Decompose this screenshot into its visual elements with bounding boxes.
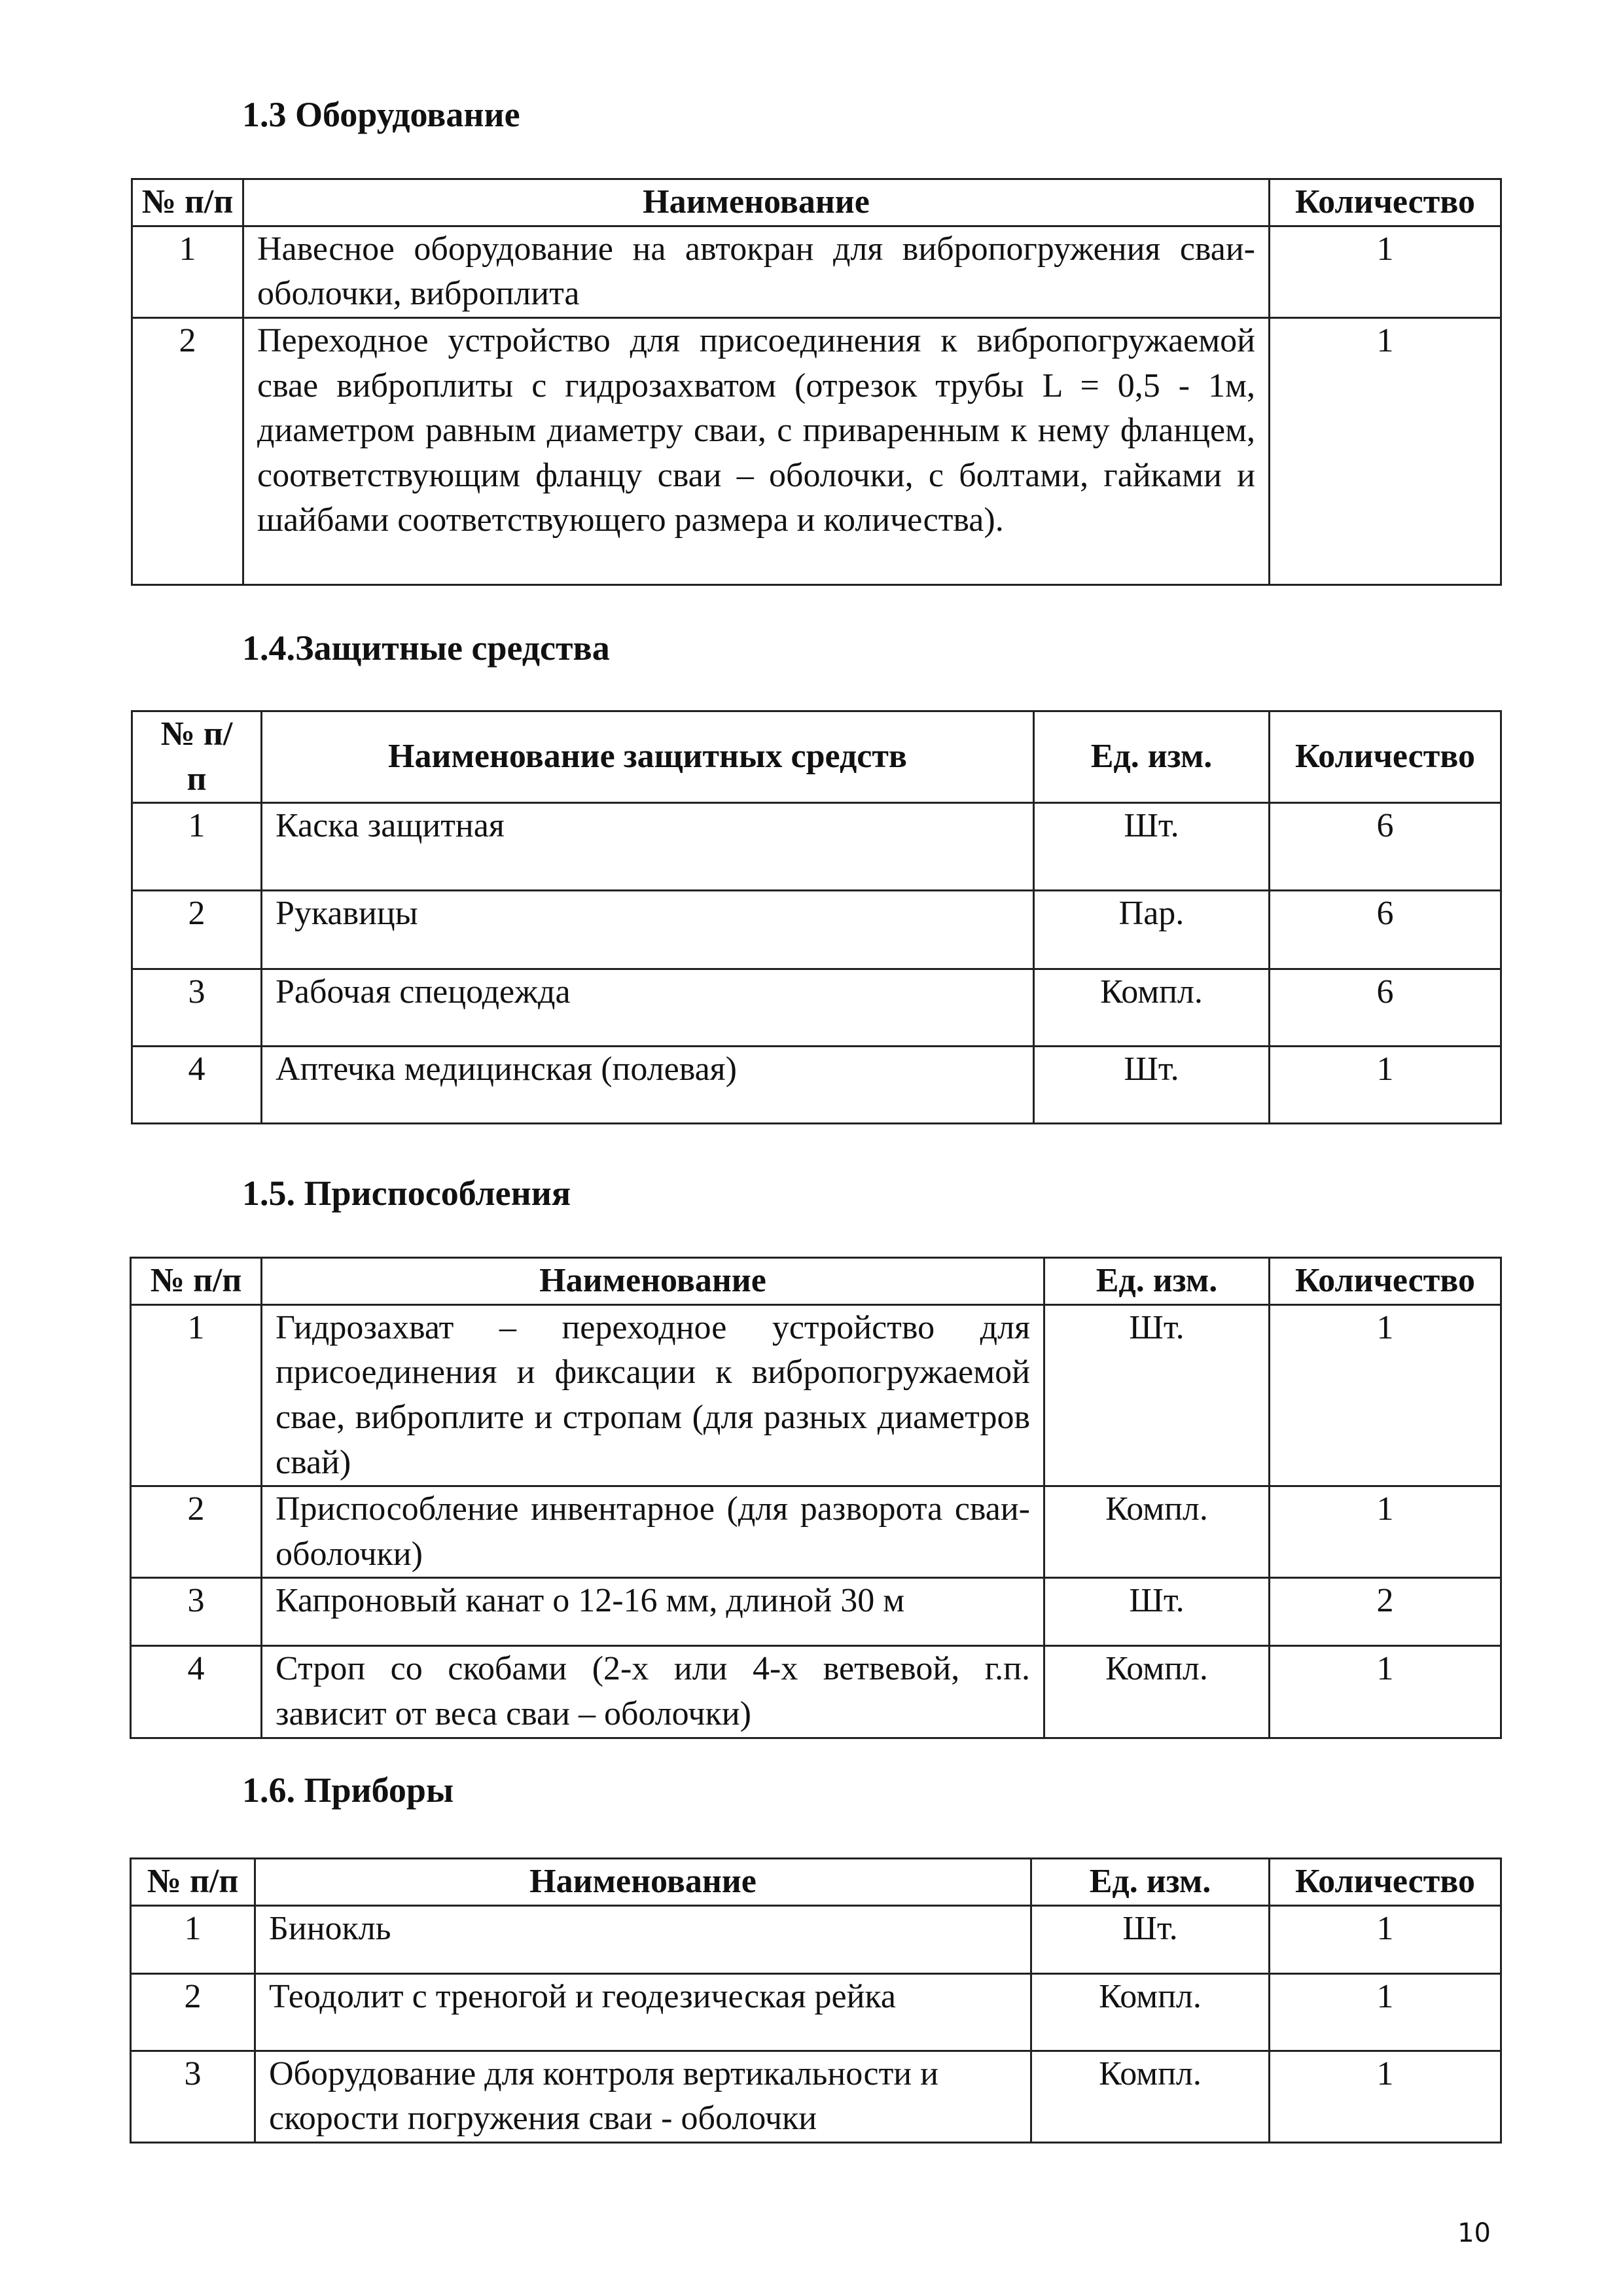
row-qty: 1 [1270,317,1501,584]
equipment-table [131,178,1502,586]
row-qty: 1 [1270,1646,1501,1738]
row-name: Теодолит с треногой и геодезическая рейка [255,1973,1031,2051]
row-num: 2 [132,317,243,584]
row-unit: Шт. [1044,1304,1270,1486]
row-unit: Шт. [1034,1047,1270,1124]
row-name: Рабочая спецодежда [262,969,1034,1047]
row-name: Каска защитная [262,803,1034,891]
header-qty: Количество [1270,1859,1501,1906]
table-row [131,2051,1501,2142]
table-row [131,1905,1501,1973]
row-qty: 2 [1270,1578,1501,1646]
section-title-equipment: 1.3 Оборудование [242,95,520,134]
row-unit: Шт. [1044,1578,1270,1646]
row-num: 1 [132,803,262,891]
row-unit: Компл. [1034,969,1270,1047]
row-qty: 1 [1270,1486,1501,1578]
table-row [131,1973,1501,2051]
section-title-fixtures: 1.5. Приспособления [242,1174,571,1213]
row-qty: 1 [1270,1905,1501,1973]
row-unit: Компл. [1044,1486,1270,1578]
table-row [131,1304,1501,1486]
row-qty: 1 [1270,2051,1501,2142]
row-unit: Шт. [1034,803,1270,891]
row-qty: 1 [1270,1047,1501,1124]
header-num: № п/п [132,711,262,803]
header-name: Наименование [255,1859,1031,1906]
protective-table [131,710,1502,1124]
row-num: 1 [132,226,243,317]
row-name: Капроновый канат о 12-16 мм, длиной 30 м [262,1578,1044,1646]
row-name: Переходное устройство для присоединения к вибропогружаемой свае виброплиты с гидрозахватом (отрезок трубы L = 0,5 - 1м, диаметром равным диаметру сваи, с приваренным к нему фланцем, соответствующим фланцу сваи – оболочки, с болтами, гайками и шайбами соответствующего размера и количества). [243,317,1270,584]
row-name: Строп со скобами (2-х или 4-х ветвевой, г.п. зависит от веса сваи – оболочки) [262,1646,1044,1738]
row-name: Оборудование для контроля вертикальности и скорости погружения сваи - оболочки [255,2051,1031,2142]
table-header-row [132,179,1501,226]
row-unit: Компл. [1031,2051,1270,2142]
table-header-row [131,1859,1501,1906]
table-header-row [132,711,1501,803]
table-row [131,1646,1501,1738]
header-unit: Ед. изм. [1034,711,1270,803]
section-title-protective: 1.4.Защитные средства [242,628,610,668]
table-row [132,891,1501,969]
row-name: Рукавицы [262,891,1034,969]
fixtures-table [130,1257,1502,1739]
row-num: 2 [132,891,262,969]
table-row [132,803,1501,891]
row-name: Бинокль [255,1905,1031,1973]
row-qty: 6 [1270,891,1501,969]
header-num: № п/п [131,1258,262,1305]
row-num: 3 [131,2051,255,2142]
table-row [131,1486,1501,1578]
row-name: Навесное оборудование на автокран для вибропогружения сваи- оболочки, виброплита [243,226,1270,317]
header-name: Наименование [262,1258,1044,1305]
row-name: Аптечка медицинская (полевая) [262,1047,1034,1124]
row-num: 2 [131,1973,255,2051]
row-qty: 1 [1270,226,1501,317]
page-number: 10 [1457,2218,1491,2248]
row-unit: Компл. [1044,1646,1270,1738]
header-num: № п/п [131,1859,255,1906]
header-name: Наименование защитных средств [262,711,1034,803]
row-unit: Компл. [1031,1973,1270,2051]
row-num: 2 [131,1486,262,1578]
table-row [131,1578,1501,1646]
row-unit: Шт. [1031,1905,1270,1973]
header-qty: Количество [1270,1258,1501,1305]
table-row [132,1047,1501,1124]
header-unit: Ед. изм. [1031,1859,1270,1906]
instruments-table [130,1857,1502,2144]
row-name: Гидрозахват – переходное устройство для присоединения и фиксации к вибропогружаемой свае, виброплите и стропам (для разных диаметров свай) [262,1304,1044,1486]
table-header-row [131,1258,1501,1305]
row-qty: 1 [1270,1304,1501,1486]
table-row [132,226,1501,317]
row-qty: 1 [1270,1973,1501,2051]
row-unit: Пар. [1034,891,1270,969]
header-name: Наименование [243,179,1270,226]
row-num: 3 [131,1578,262,1646]
header-qty: Количество [1270,711,1501,803]
row-qty: 6 [1270,969,1501,1047]
table-row [132,969,1501,1047]
header-num: № п/п [132,179,243,226]
row-num: 1 [131,1304,262,1486]
row-qty: 6 [1270,803,1501,891]
row-num: 3 [132,969,262,1047]
row-num: 4 [131,1646,262,1738]
table-row [132,317,1501,584]
header-unit: Ед. изм. [1044,1258,1270,1305]
row-name: Приспособление инвентарное (для разворота сваи-оболочки) [262,1486,1044,1578]
row-num: 4 [132,1047,262,1124]
header-qty: Количество [1270,179,1501,226]
section-title-instruments: 1.6. Приборы [242,1770,454,1810]
row-num: 1 [131,1905,255,1973]
